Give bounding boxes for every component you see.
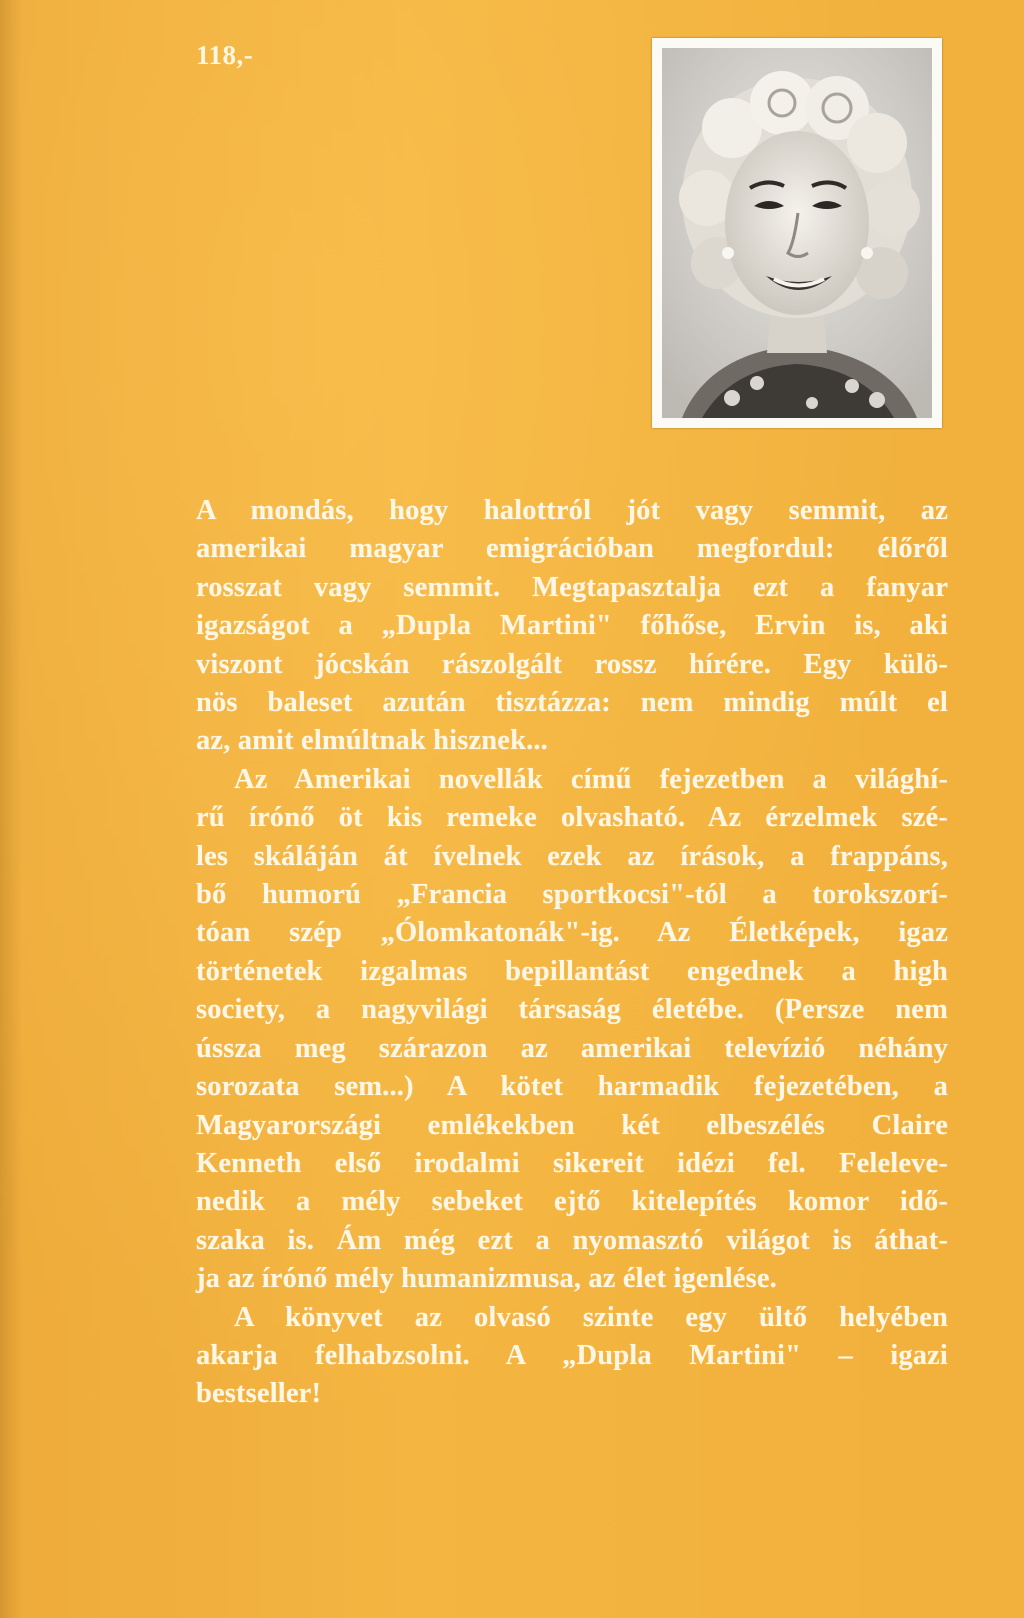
author-portrait-frame	[652, 38, 942, 428]
blurb-line: A mondás, hogy halottról jót vagy semmit, az	[196, 495, 948, 526]
blurb-line: les skáláján át ívelnek ezek az írások, a frappáns,	[196, 840, 948, 872]
blurb-line: szaka is. Ám még ezt a nyomasztó világot is áthat-	[196, 1224, 948, 1256]
blurb-line: rű írónő öt kis remeke olvasható. Az érzelmek szé-	[196, 802, 948, 834]
blurb-line: bő humorú „Francia sportkocsi"-tól a torokszorí-	[196, 879, 948, 911]
price-label: 118,-	[196, 40, 254, 70]
blurb-line: Az Amerikai novellák című fejezetben a világhí-	[234, 763, 948, 795]
blurb-line: igazságot a „Dupla Martini" főhőse, Ervin is, aki	[196, 610, 948, 642]
blurb-line: ússza meg szárazon az amerikai televízió néhány	[196, 1032, 948, 1064]
blurb-line: society, a nagyvilági társaság életébe. (Persze nem	[196, 994, 948, 1026]
blurb-line: akarja felhabzsolni. A „Dupla Martini" – igazi	[196, 1339, 948, 1371]
author-portrait-icon	[662, 48, 932, 418]
blurb-line: ja az írónő mély humanizmusa, az élet igenlése.	[196, 1263, 777, 1295]
blurb-line: A könyvet az olvasó szinte egy ültő helyében	[234, 1301, 948, 1333]
blurb-line: az, amit elmúltnak hisznek...	[196, 725, 548, 757]
blurb-text	[196, 492, 948, 1414]
blurb-line: nös baleset azután tisztázza: nem mindig múlt el	[196, 687, 948, 719]
blurb-line: viszont jócskán rászolgált rossz hírére. Egy külö-	[196, 648, 948, 680]
blurb-line: sorozata sem...) A kötet harmadik fejezetében, a	[196, 1071, 948, 1103]
spine-shadow	[0, 0, 22, 1618]
blurb-line: Kenneth első irodalmi sikereit idézi fel. Feleleve-	[196, 1147, 948, 1179]
blurb-line: Magyarországi emlékekben két elbeszélés Claire	[196, 1109, 948, 1141]
blurb-line: amerikai magyar emigrációban megfordul: élőről	[196, 533, 948, 565]
blurb-line: tóan szép „Ólomkatonák"-ig. Az Életképek, igaz	[196, 917, 948, 949]
blurb-line: történetek izgalmas bepillantást engednek a high	[196, 955, 948, 987]
blurb-line: nedik a mély sebeket ejtő kitelepítés komor idő-	[196, 1186, 948, 1218]
blurb-line: bestseller!	[196, 1378, 322, 1410]
blurb-line: rosszat vagy semmit. Megtapasztalja ezt a fanyar	[196, 571, 948, 603]
